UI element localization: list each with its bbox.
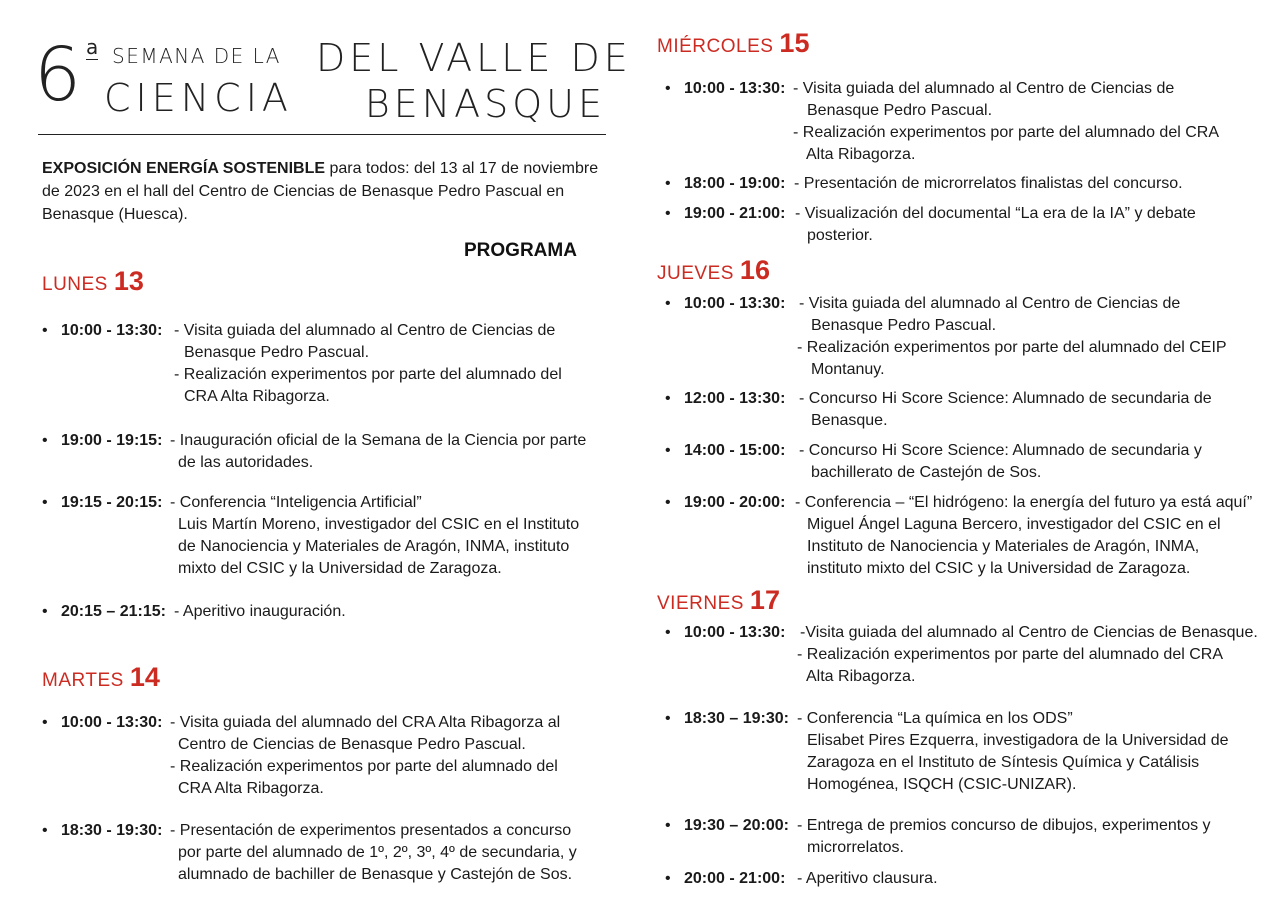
bullet-marker: • [42, 603, 48, 620]
bullet-marker: • [42, 714, 48, 731]
day-heading-jueves [657, 255, 770, 286]
day-name: LUNES [42, 274, 108, 295]
event-description-line: - Visita guiada del alumnado al Centro de Ciencias de [793, 80, 1175, 97]
event-description-line: Zaragoza en el Instituto de Síntesis Química y Catálisis [807, 754, 1200, 771]
event-description-line: bachillerato de Castejón de Sos. [811, 464, 1042, 481]
day-name: JUEVES [657, 263, 734, 284]
event-description-line: -Visita guiada del alumnado al Centro de Ciencias de Benasque. [800, 624, 1258, 641]
event-description-line: - Realización experimentos por parte del alumnado del CEIP [797, 339, 1227, 356]
event-time: 10:00 - 13:30: [684, 80, 786, 97]
event-description-line: - Inauguración oficial de la Semana de la Ciencia por parte [170, 432, 587, 449]
bullet-marker: • [665, 295, 671, 312]
event-description-line: Alta Ribagorza. [806, 668, 916, 685]
event-description-line: Benasque Pedro Pascual. [184, 344, 370, 361]
event-description-line: CRA Alta Ribagorza. [178, 780, 324, 797]
day-name: MARTES [42, 670, 124, 691]
edition-ordinal: a [86, 35, 99, 59]
event-description-line: Benasque. [811, 412, 888, 429]
event-description-line: - Concurso Hi Score Science: Alumnado de secundaria y [799, 442, 1202, 459]
event-description-line: - Presentación de experimentos presentados a concurso [170, 822, 572, 839]
bullet-marker: • [665, 710, 671, 727]
day-number: 14 [129, 662, 160, 692]
programa-heading: PROGRAMA [464, 240, 577, 261]
bullet-marker: • [42, 822, 48, 839]
event-description-line: - Aperitivo inauguración. [174, 603, 346, 620]
event-description-line: Centro de Ciencias de Benasque Pedro Pascual. [178, 736, 526, 753]
intro-line2: de 2023 en el hall del Centro de Ciencias de Benasque Pedro Pascual en [42, 183, 565, 200]
event-time: 18:30 - 19:30: [61, 822, 163, 839]
event-time: 18:30 – 19:30: [684, 710, 789, 727]
event-description-line: - Realización experimentos por parte del alumnado del CRA [793, 124, 1219, 141]
event-time: 10:00 - 13:30: [684, 295, 786, 312]
day-number: 15 [779, 28, 810, 58]
event-description-line: instituto mixto del CSIC y la Universidad de Zaragoza. [807, 560, 1191, 577]
event-description-line: mixto del CSIC y la Universidad de Zaragoza. [178, 560, 502, 577]
event-description-line: Benasque Pedro Pascual. [807, 102, 993, 119]
event-description-line: - Conferencia “La química en los ODS” [797, 710, 1073, 727]
event-description-line: Montanuy. [811, 361, 885, 378]
event-description-line: - Realización experimentos por parte del alumnado del [174, 366, 562, 383]
bullet-marker: • [665, 624, 671, 641]
day-heading-miercoles [657, 28, 809, 59]
event-time: 10:00 - 13:30: [684, 624, 786, 641]
bullet-marker: • [665, 442, 671, 459]
event-time: 19:00 - 20:00: [684, 494, 786, 511]
header-divider [38, 134, 606, 135]
title-ciencia: CIENCIA [104, 76, 293, 120]
event-time: 19:30 – 20:00: [684, 817, 789, 834]
event-time: 19:15 - 20:15: [61, 494, 163, 511]
title-valle-line2: BENASQUE [364, 82, 606, 126]
bullet-marker: • [665, 390, 671, 407]
event-time: 19:00 - 19:15: [61, 432, 163, 449]
event-description-line: - Concurso Hi Score Science: Alumnado de secundaria de [799, 390, 1212, 407]
event-description-line: - Visualización del documental “La era de la IA” y debate [795, 205, 1196, 222]
intro-line1: para todos: del 13 al 17 de noviembre [325, 160, 599, 177]
event-description-line: Alta Ribagorza. [806, 146, 916, 163]
day-number: 13 [113, 266, 144, 296]
day-name: VIERNES [657, 593, 744, 614]
edition-number: 6 [34, 32, 82, 118]
event-description-line: CRA Alta Ribagorza. [184, 388, 330, 405]
day-heading-martes [42, 662, 160, 693]
event-time: 20:00 - 21:00: [684, 870, 786, 887]
bullet-marker: • [665, 817, 671, 834]
event-description-line: Instituto de Nanociencia y Materiales de Aragón, INMA, [807, 538, 1200, 555]
event-time: 14:00 - 15:00: [684, 442, 786, 459]
event-description-line: Miguel Ángel Laguna Bercero, investigador del CSIC en el [807, 516, 1221, 533]
day-name: MIÉRCOLES [657, 36, 774, 57]
event-description-line: - Conferencia “Inteligencia Artificial” [170, 494, 422, 511]
event-description-line: Luis Martín Moreno, investigador del CSIC en el Instituto [178, 516, 580, 533]
event-time: 19:00 - 21:00: [684, 205, 786, 222]
event-description-line: Homogénea, ISQCH (CSIC-UNIZAR). [807, 776, 1077, 793]
bullet-marker: • [665, 870, 671, 887]
event-time: 12:00 - 13:30: [684, 390, 786, 407]
bullet-marker: • [665, 494, 671, 511]
event-time: 18:00 - 19:00: [684, 175, 786, 192]
event-description-line: de las autoridades. [178, 454, 314, 471]
day-heading-lunes [42, 266, 144, 297]
event-description-line: - Presentación de microrrelatos finalistas del concurso. [794, 175, 1183, 192]
event-description-line: Benasque Pedro Pascual. [811, 317, 997, 334]
event-description-line: - Realización experimentos por parte del alumnado del [170, 758, 558, 775]
event-description-line: - Conferencia – “El hidrógeno: la energía del futuro ya está aquí” [795, 494, 1253, 511]
title-valle-line1: DEL VALLE DE [316, 36, 632, 80]
event-description-line: microrrelatos. [807, 839, 904, 856]
bullet-marker: • [665, 80, 671, 97]
event-description-line: - Visita guiada del alumnado del CRA Alta Ribagorza al [170, 714, 561, 731]
bullet-marker: • [665, 205, 671, 222]
event-description-line: por parte del alumnado de 1º, 2º, 3º, 4º de secundaria, y [178, 844, 577, 861]
event-time: 10:00 - 13:30: [61, 714, 163, 731]
bullet-marker: • [42, 322, 48, 339]
event-time: 20:15 – 21:15: [61, 603, 166, 620]
day-number: 16 [739, 255, 770, 285]
event-description-line: - Realización experimentos por parte del alumnado del CRA [797, 646, 1223, 663]
event-time: 10:00 - 13:30: [61, 322, 163, 339]
intro-line3: Benasque (Huesca). [42, 206, 188, 223]
intro-paragraph [42, 157, 599, 226]
day-heading-viernes [657, 585, 780, 616]
event-description-line: - Visita guiada del alumnado al Centro de Ciencias de [799, 295, 1181, 312]
bullet-marker: • [42, 494, 48, 511]
event-description-line: - Visita guiada del alumnado al Centro de Ciencias de [174, 322, 556, 339]
event-description-line: posterior. [807, 227, 873, 244]
event-description-line: Elisabet Pires Ezquerra, investigadora de la Universidad de [807, 732, 1229, 749]
bullet-marker: • [42, 432, 48, 449]
title-semana: SEMANA DE LA [112, 44, 281, 68]
event-description-line: - Aperitivo clausura. [797, 870, 938, 887]
event-description-line: - Entrega de premios concurso de dibujos, experimentos y [797, 817, 1211, 834]
event-description-line: alumnado de bachiller de Benasque y Castejón de Sos. [178, 866, 573, 883]
event-description-line: de Nanociencia y Materiales de Aragón, INMA, instituto [178, 538, 570, 555]
day-number: 17 [749, 585, 780, 615]
intro-bold: EXPOSICIÓN ENERGÍA SOSTENIBLE [42, 160, 326, 177]
bullet-marker: • [665, 175, 671, 192]
